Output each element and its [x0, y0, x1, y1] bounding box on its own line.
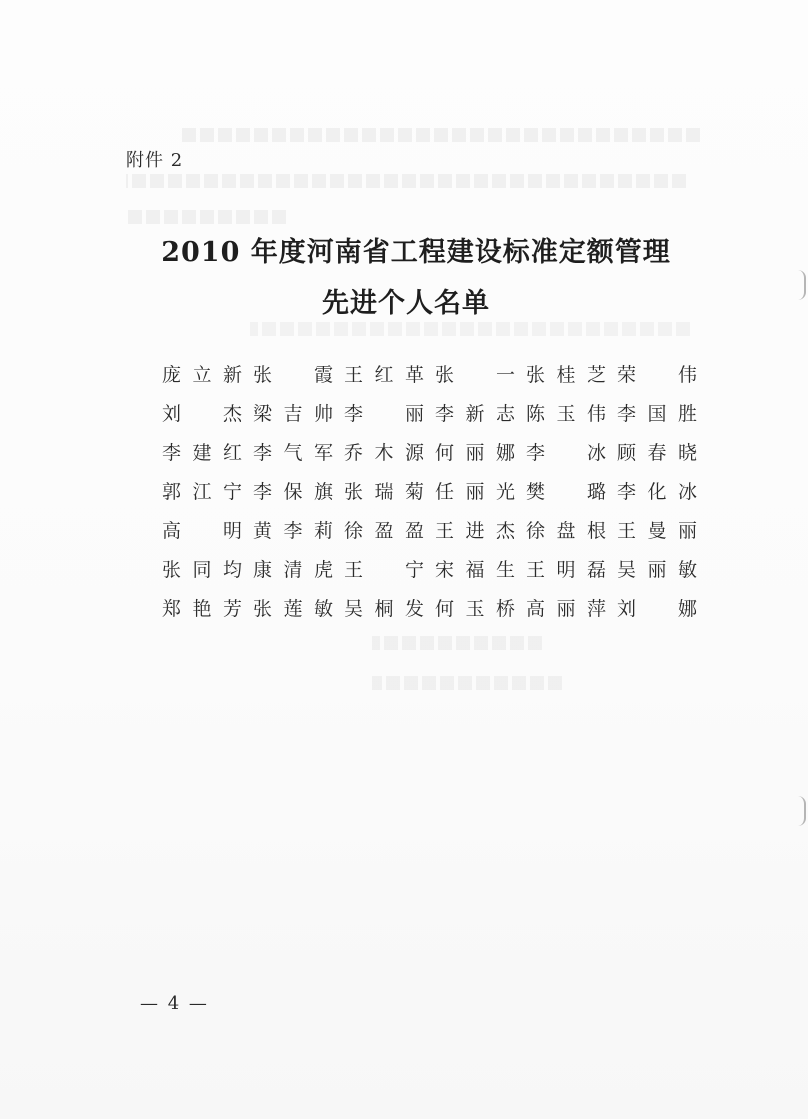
person-name: 荣 伟 — [617, 364, 697, 386]
person-name: 刘 杰 — [162, 403, 242, 425]
person-name: 任丽光 — [435, 481, 515, 503]
bleed-through-mark — [372, 636, 542, 650]
person-name: 徐盈盈 — [344, 520, 424, 542]
bleed-through-mark — [372, 676, 562, 690]
person-name: 王明磊 — [526, 559, 606, 581]
bleed-through-mark — [180, 128, 700, 142]
person-name: 郭江宁 — [162, 481, 242, 503]
person-name: 王进杰 — [435, 520, 515, 542]
person-name: 顾春晓 — [617, 442, 697, 464]
person-name: 张 一 — [435, 364, 515, 386]
person-name: 梁吉帅 — [253, 403, 333, 425]
person-name: 李新志 — [435, 403, 515, 425]
person-name: 吴桐发 — [344, 598, 424, 620]
person-name: 高 明 — [162, 520, 242, 542]
bleed-through-mark — [126, 210, 286, 224]
person-name: 李 丽 — [344, 403, 424, 425]
person-name: 庞立新 — [162, 364, 242, 386]
person-name: 康清虎 — [253, 559, 333, 581]
person-name: 宋福生 — [435, 559, 515, 581]
bleed-through-mark — [126, 174, 686, 188]
person-name: 张桂芝 — [526, 364, 606, 386]
person-name: 张 霞 — [253, 364, 333, 386]
person-name: 何玉桥 — [435, 598, 515, 620]
person-name: 吴丽敏 — [617, 559, 697, 581]
document-title-line-1: 2010 年度河南省工程建设标准定额管理 — [161, 237, 671, 268]
person-name: 李国胜 — [617, 403, 697, 425]
person-name: 徐盘根 — [526, 520, 606, 542]
person-name: 陈玉伟 — [526, 403, 606, 425]
person-name: 李建红 — [162, 442, 242, 464]
person-name: 王 宁 — [344, 559, 424, 581]
person-name: 乔木源 — [344, 442, 424, 464]
person-name: 李化冰 — [617, 481, 697, 503]
person-name: 张瑞菊 — [344, 481, 424, 503]
person-name: 郑艳芳 — [162, 598, 242, 620]
person-name: 高丽萍 — [526, 598, 606, 620]
person-name: 何丽娜 — [435, 442, 515, 464]
person-name: 王曼丽 — [617, 520, 697, 542]
person-name: 张同均 — [162, 559, 242, 581]
person-name: 李气军 — [253, 442, 333, 464]
page-number: — 4 — — [140, 993, 209, 1014]
person-name: 刘 娜 — [617, 598, 697, 620]
person-name: 黄李莉 — [253, 520, 333, 542]
person-name: 张莲敏 — [253, 598, 333, 620]
document-title-line-2: 先进个人名单 — [322, 288, 490, 319]
bleed-through-mark — [250, 322, 690, 336]
person-name: 李保旗 — [253, 481, 333, 503]
person-name: 樊 璐 — [526, 481, 606, 503]
attachment-label: 附件 2 — [126, 150, 184, 171]
page-edge-mark — [798, 796, 806, 826]
person-name: 李 冰 — [526, 442, 606, 464]
person-name: 王红革 — [344, 364, 424, 386]
